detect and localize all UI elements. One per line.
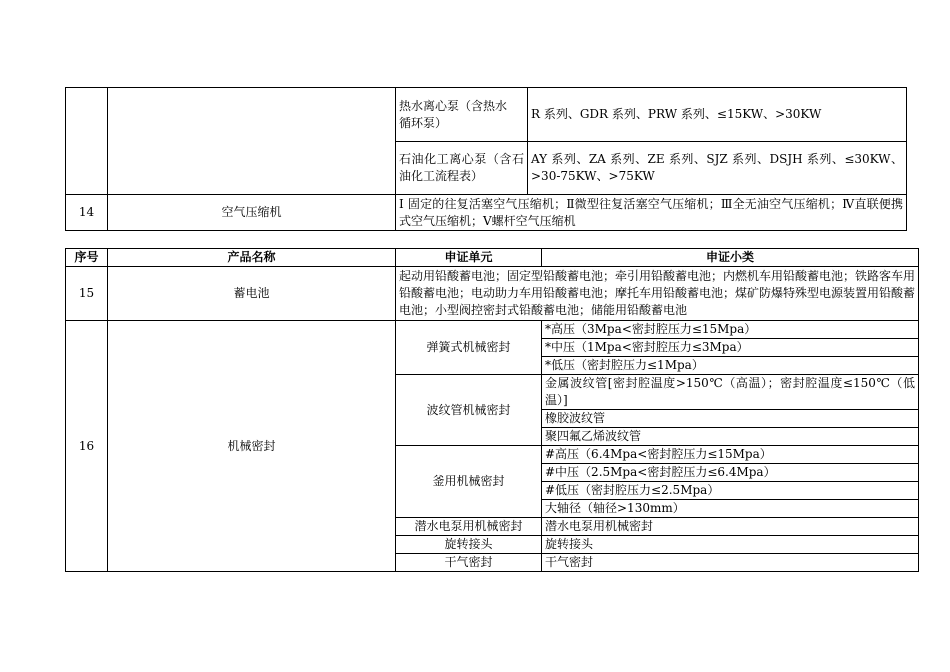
cell-name: 机械密封 <box>108 321 396 572</box>
cell-desc: Ⅰ 固定的往复活塞空气压缩机；Ⅱ微型往复活塞空气压缩机；Ⅲ全无油空气压缩机；Ⅳ直联便携式空气压缩机；Ⅴ螺杆空气压缩机 <box>396 195 907 231</box>
cell-no: 14 <box>66 195 108 231</box>
cell-unit: 弹簧式机械密封 <box>396 321 542 375</box>
cell-sub: 聚四氟乙烯波纹管 <box>542 428 919 446</box>
product-table <box>65 248 919 572</box>
table-row <box>66 88 907 142</box>
cell-sub: 潜水电泵用机械密封 <box>542 518 919 536</box>
cell-sub: #中压（2.5Mpa<密封腔压力≤6.4Mpa） <box>542 464 919 482</box>
cell-unit: 釜用机械密封 <box>396 446 542 518</box>
cell-name: 蓄电池 <box>108 267 396 321</box>
cell-sub: #高压（6.4Mpa<密封腔压力≤15Mpa） <box>542 446 919 464</box>
cell-sub: *中压（1Mpa<密封腔压力≤3Mpa） <box>542 339 919 357</box>
cell-sub: 橡胶波纹管 <box>542 410 919 428</box>
cell-unit: 波纹管机械密封 <box>396 375 542 446</box>
cell-sub: 金属波纹管[密封腔温度>150℃（高温）；密封腔温度≤150℃（低温）] <box>542 375 919 410</box>
cell-unit: 旋转接头 <box>396 536 542 554</box>
cell-sub: 干气密封 <box>542 554 919 572</box>
table-row <box>66 195 907 231</box>
header-name: 产品名称 <box>108 249 396 267</box>
header-sub: 申证小类 <box>542 249 919 267</box>
table-row <box>66 321 919 339</box>
cell-sub: 旋转接头 <box>542 536 919 554</box>
cell-no: 16 <box>66 321 108 572</box>
cell-name: 空气压缩机 <box>108 195 396 231</box>
cell-sub: *高压（3Mpa<密封腔压力≤15Mpa） <box>542 321 919 339</box>
cell-sub: *低压（密封腔压力≤1Mpa） <box>542 357 919 375</box>
header-no: 序号 <box>66 249 108 267</box>
cell-sub: #低压（密封腔压力≤2.5Mpa） <box>542 482 919 500</box>
cell-sub: 大轴径（轴径>130mm） <box>542 500 919 518</box>
cell-name <box>108 88 396 195</box>
table-row <box>66 267 919 321</box>
cell-unit: 干气密封 <box>396 554 542 572</box>
cell-no <box>66 88 108 195</box>
cell-unit: 热水离心泵（含热水 循环泵） <box>396 88 528 142</box>
cell-desc: 起动用铅酸蓄电池；固定型铅酸蓄电池；牵引用铅酸蓄电池；内燃机车用铅酸蓄电池；铁路客车用铅酸蓄电池；电动助力车用铅酸蓄电池；摩托车用铅酸蓄电池；煤矿防爆特殊型电源装置用铅酸蓄电池；小型阀控密封式铅酸蓄电池；储能用铅酸蓄电池 <box>396 267 919 321</box>
cell-no: 15 <box>66 267 108 321</box>
cell-unit: 潜水电泵用机械密封 <box>396 518 542 536</box>
cell-sub: R 系列、GDR 系列、PRW 系列、≤15KW、>30KW <box>528 88 907 142</box>
cell-unit: 石油化工离心泵（含石油化工流程表） <box>396 142 528 195</box>
table-header-row <box>66 249 919 267</box>
header-unit: 申证单元 <box>396 249 542 267</box>
cell-sub: AY 系列、ZA 系列、ZE 系列、SJZ 系列、DSJH 系列、≤30KW、>30-75KW、>75KW <box>528 142 907 195</box>
continuation-table <box>65 87 907 231</box>
